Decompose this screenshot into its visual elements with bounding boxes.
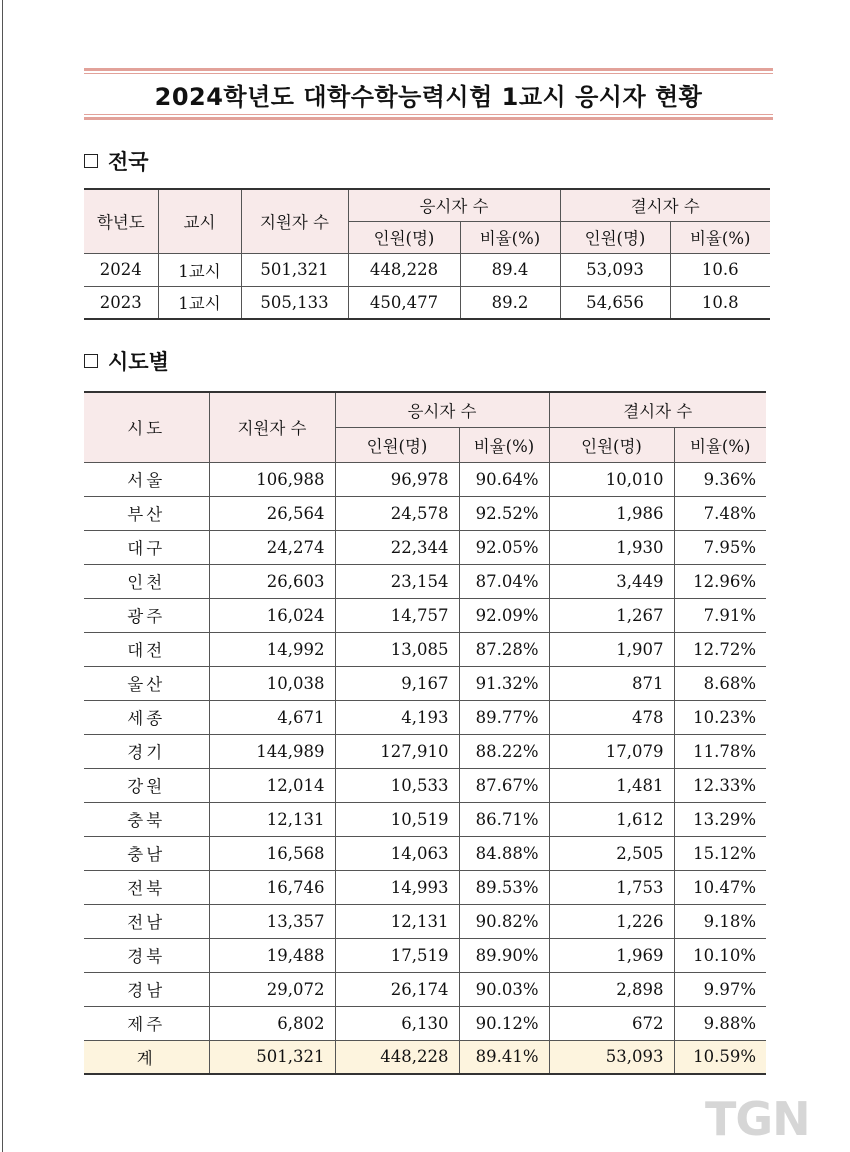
cell-absent-ratio: 8.68% xyxy=(674,666,766,700)
cell-exam-count: 23,154 xyxy=(335,564,459,598)
cell-applicants: 16,024 xyxy=(209,598,335,632)
cell-region: 광주 xyxy=(84,598,209,632)
cell-exam-count: 12,131 xyxy=(335,904,459,938)
cell-region: 경북 xyxy=(84,938,209,972)
table-row xyxy=(84,253,770,286)
cell-exam-count: 127,910 xyxy=(335,734,459,768)
cell-exam-ratio: 88.22% xyxy=(459,734,549,768)
total-row xyxy=(84,1040,766,1074)
cell-applicants: 10,038 xyxy=(209,666,335,700)
cell-absent-count: 1,753 xyxy=(549,870,674,904)
cell-exam-ratio: 87.67% xyxy=(459,768,549,802)
table-row xyxy=(84,1006,766,1040)
cell-absent-ratio: 7.91% xyxy=(674,598,766,632)
table-row xyxy=(84,598,766,632)
square-bullet-icon xyxy=(84,354,98,368)
table-row xyxy=(84,666,766,700)
cell-absent-count: 2,505 xyxy=(549,836,674,870)
cell-exam-ratio: 92.52% xyxy=(459,496,549,530)
cell-absent-count: 1,267 xyxy=(549,598,674,632)
cell-exam-count: 96,978 xyxy=(335,462,459,496)
table-row xyxy=(84,972,766,1006)
cell-applicants: 26,603 xyxy=(209,564,335,598)
cell-exam-ratio: 84.88% xyxy=(459,836,549,870)
cell-exam-ratio: 90.12% xyxy=(459,1006,549,1040)
national-table xyxy=(84,188,770,320)
header-examinees: 응시자 수 xyxy=(348,189,560,221)
page-edge-line xyxy=(2,0,3,1152)
section-heading-national xyxy=(84,146,149,176)
cell-absent-count: 1,612 xyxy=(549,802,674,836)
cell-absent-ratio: 10.59% xyxy=(674,1040,766,1074)
cell-exam-count: 24,578 xyxy=(335,496,459,530)
cell-applicants: 501,321 xyxy=(241,253,348,286)
cell-exam-ratio: 92.05% xyxy=(459,530,549,564)
table-row xyxy=(84,836,766,870)
cell-absent-ratio: 12.72% xyxy=(674,632,766,666)
cell-applicants: 6,802 xyxy=(209,1006,335,1040)
cell-absent-count: 54,656 xyxy=(560,286,670,319)
section-label: 시도별 xyxy=(108,350,169,374)
cell-region: 세종 xyxy=(84,700,209,734)
header-region: 시도 xyxy=(84,392,209,462)
cell-exam-ratio: 89.53% xyxy=(459,870,549,904)
cell-exam-ratio: 86.71% xyxy=(459,802,549,836)
cell-exam-ratio: 89.2 xyxy=(460,286,560,319)
section-label: 전국 xyxy=(108,150,149,174)
cell-period: 1교시 xyxy=(158,253,241,286)
square-bullet-icon xyxy=(84,154,98,168)
table-row xyxy=(84,496,766,530)
cell-absent-count: 1,226 xyxy=(549,904,674,938)
cell-region: 인천 xyxy=(84,564,209,598)
header-absentees: 결시자 수 xyxy=(560,189,770,221)
header-exam-count: 인원(명) xyxy=(335,427,459,462)
cell-absent-count: 10,010 xyxy=(549,462,674,496)
cell-applicants: 106,988 xyxy=(209,462,335,496)
cell-exam-ratio: 89.4 xyxy=(460,253,560,286)
cell-exam-count: 17,519 xyxy=(335,938,459,972)
header-absent-count: 인원(명) xyxy=(560,221,670,253)
cell-absent-count: 1,986 xyxy=(549,496,674,530)
cell-applicants: 12,131 xyxy=(209,802,335,836)
cell-absent-ratio: 11.78% xyxy=(674,734,766,768)
cell-absent-count: 53,093 xyxy=(560,253,670,286)
tgn-watermark-logo: TGN xyxy=(705,1092,810,1146)
cell-absent-ratio: 9.97% xyxy=(674,972,766,1006)
cell-applicants: 19,488 xyxy=(209,938,335,972)
header-applicants: 지원자 수 xyxy=(241,189,348,253)
region-table xyxy=(84,391,766,1075)
section-heading-region xyxy=(84,346,169,376)
table-row xyxy=(84,904,766,938)
cell-absent-ratio: 12.96% xyxy=(674,564,766,598)
cell-region: 계 xyxy=(84,1040,209,1074)
table-row xyxy=(84,768,766,802)
cell-exam-count: 6,130 xyxy=(335,1006,459,1040)
header-period: 교시 xyxy=(158,189,241,253)
cell-exam-count: 14,063 xyxy=(335,836,459,870)
header-examinees: 응시자 수 xyxy=(335,392,549,427)
cell-absent-ratio: 7.95% xyxy=(674,530,766,564)
cell-exam-count: 14,757 xyxy=(335,598,459,632)
cell-region: 대구 xyxy=(84,530,209,564)
title-banner xyxy=(84,68,773,120)
header-exam-ratio: 비율(%) xyxy=(460,221,560,253)
cell-applicants: 13,357 xyxy=(209,904,335,938)
cell-region: 서울 xyxy=(84,462,209,496)
cell-region: 경기 xyxy=(84,734,209,768)
page-title: 2024학년도 대학수학능력시험 1교시 응시자 현황 xyxy=(154,82,703,111)
cell-applicants: 16,568 xyxy=(209,836,335,870)
table-row xyxy=(84,530,766,564)
cell-region: 경남 xyxy=(84,972,209,1006)
cell-absent-ratio: 10.8 xyxy=(670,286,770,319)
cell-absent-ratio: 13.29% xyxy=(674,802,766,836)
cell-region: 전남 xyxy=(84,904,209,938)
cell-absent-ratio: 15.12% xyxy=(674,836,766,870)
cell-applicants: 16,746 xyxy=(209,870,335,904)
cell-absent-ratio: 10.23% xyxy=(674,700,766,734)
cell-absent-ratio: 10.47% xyxy=(674,870,766,904)
cell-exam-count: 22,344 xyxy=(335,530,459,564)
table-row xyxy=(84,564,766,598)
header-exam-count: 인원(명) xyxy=(348,221,460,253)
cell-region: 전북 xyxy=(84,870,209,904)
cell-applicants: 501,321 xyxy=(209,1040,335,1074)
cell-absent-count: 672 xyxy=(549,1006,674,1040)
cell-exam-count: 14,993 xyxy=(335,870,459,904)
cell-exam-ratio: 87.28% xyxy=(459,632,549,666)
table-row xyxy=(84,286,770,319)
cell-absent-ratio: 9.36% xyxy=(674,462,766,496)
cell-applicants: 12,014 xyxy=(209,768,335,802)
cell-absent-ratio: 9.88% xyxy=(674,1006,766,1040)
table-row xyxy=(84,734,766,768)
header-exam-ratio: 비율(%) xyxy=(459,427,549,462)
cell-exam-count: 10,533 xyxy=(335,768,459,802)
table-row xyxy=(84,870,766,904)
cell-absent-count: 17,079 xyxy=(549,734,674,768)
table-row xyxy=(84,462,766,496)
header-absent-ratio: 비율(%) xyxy=(674,427,766,462)
table-row xyxy=(84,938,766,972)
cell-absent-ratio: 10.6 xyxy=(670,253,770,286)
cell-period: 1교시 xyxy=(158,286,241,319)
header-absent-count: 인원(명) xyxy=(549,427,674,462)
cell-region: 충남 xyxy=(84,836,209,870)
cell-exam-ratio: 92.09% xyxy=(459,598,549,632)
cell-exam-count: 448,228 xyxy=(335,1040,459,1074)
table-row xyxy=(84,632,766,666)
cell-absent-count: 1,930 xyxy=(549,530,674,564)
cell-region: 부산 xyxy=(84,496,209,530)
cell-applicants: 144,989 xyxy=(209,734,335,768)
table-row xyxy=(84,802,766,836)
cell-exam-ratio: 87.04% xyxy=(459,564,549,598)
cell-applicants: 505,133 xyxy=(241,286,348,319)
cell-absent-ratio: 12.33% xyxy=(674,768,766,802)
cell-exam-count: 26,174 xyxy=(335,972,459,1006)
cell-absent-count: 1,907 xyxy=(549,632,674,666)
cell-exam-count: 10,519 xyxy=(335,802,459,836)
cell-exam-ratio: 90.03% xyxy=(459,972,549,1006)
cell-exam-count: 13,085 xyxy=(335,632,459,666)
cell-region: 울산 xyxy=(84,666,209,700)
cell-applicants: 29,072 xyxy=(209,972,335,1006)
cell-region: 제주 xyxy=(84,1006,209,1040)
cell-region: 강원 xyxy=(84,768,209,802)
cell-exam-count: 448,228 xyxy=(348,253,460,286)
cell-region: 대전 xyxy=(84,632,209,666)
cell-year: 2024 xyxy=(84,253,158,286)
cell-year: 2023 xyxy=(84,286,158,319)
cell-absent-count: 1,969 xyxy=(549,938,674,972)
cell-exam-ratio: 89.41% xyxy=(459,1040,549,1074)
cell-exam-ratio: 90.82% xyxy=(459,904,549,938)
cell-applicants: 26,564 xyxy=(209,496,335,530)
cell-absent-count: 53,093 xyxy=(549,1040,674,1074)
cell-absent-count: 3,449 xyxy=(549,564,674,598)
cell-exam-count: 9,167 xyxy=(335,666,459,700)
table-row xyxy=(84,700,766,734)
header-absent-ratio: 비율(%) xyxy=(670,221,770,253)
cell-applicants: 24,274 xyxy=(209,530,335,564)
cell-exam-ratio: 90.64% xyxy=(459,462,549,496)
cell-absent-count: 871 xyxy=(549,666,674,700)
cell-applicants: 14,992 xyxy=(209,632,335,666)
cell-absent-ratio: 10.10% xyxy=(674,938,766,972)
cell-exam-count: 450,477 xyxy=(348,286,460,319)
header-year: 학년도 xyxy=(84,189,158,253)
cell-exam-ratio: 89.90% xyxy=(459,938,549,972)
cell-exam-count: 4,193 xyxy=(335,700,459,734)
cell-exam-ratio: 89.77% xyxy=(459,700,549,734)
cell-absent-count: 1,481 xyxy=(549,768,674,802)
cell-applicants: 4,671 xyxy=(209,700,335,734)
cell-region: 충북 xyxy=(84,802,209,836)
cell-exam-ratio: 91.32% xyxy=(459,666,549,700)
cell-absent-ratio: 7.48% xyxy=(674,496,766,530)
cell-absent-ratio: 9.18% xyxy=(674,904,766,938)
header-absentees: 결시자 수 xyxy=(549,392,766,427)
cell-absent-count: 478 xyxy=(549,700,674,734)
header-applicants: 지원자 수 xyxy=(209,392,335,462)
cell-absent-count: 2,898 xyxy=(549,972,674,1006)
